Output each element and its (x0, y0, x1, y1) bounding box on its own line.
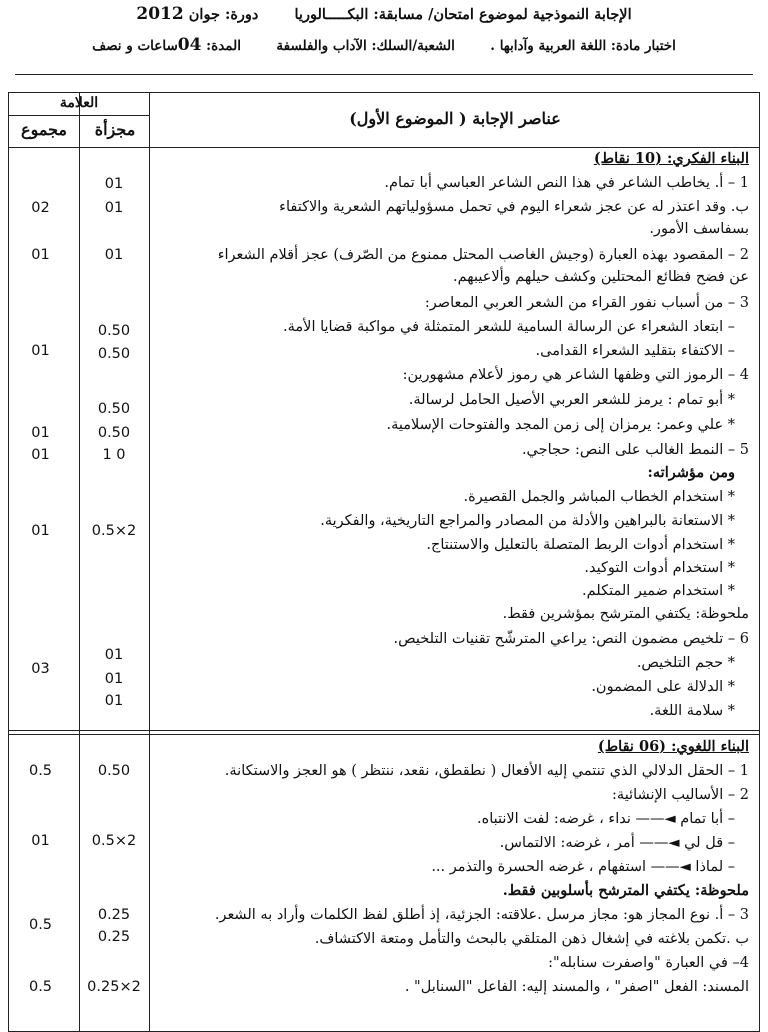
section-divider-top (9, 730, 759, 731)
answer-line: * استخدام أدوات الربط المتصلة بالتعليل والاستنتاج. (426, 537, 735, 553)
duration-number: 04 (177, 35, 202, 55)
answer-line: * علي وعمر: يرمزان إلى زمن المجد والفتوحات الإسلامية. (386, 417, 735, 433)
answer-line: * أبو تمام : يرمز للشعر العربي الأصيل الحامل لرسالة. (408, 392, 735, 408)
answer-line: * حجم التلخيص. (636, 655, 735, 671)
answer-line: ومن مؤشراته: (647, 464, 735, 481)
answer-line: 4 – الرموز التي وظفها الشاعر هي رموز لأعلام مشهورين: (402, 367, 749, 383)
total-mark: 0.5 (28, 979, 53, 995)
grade-subheader-divider (9, 115, 149, 116)
partial-mark: 0.50 (97, 346, 131, 362)
total-header: مجموع (21, 120, 67, 139)
header-divider (15, 74, 753, 75)
answer-note: ملحوظة: يكتفي المترشح بمؤشرين فقط. (502, 606, 749, 622)
answer-line: * الدلالة على المضمون. (591, 679, 735, 695)
partial-mark: 0.50 (97, 425, 131, 441)
answer-header: عناصر الإجابة ( الموضوع الأول) (349, 109, 561, 128)
answer-line: * الاستعانة بالبراهين والأدلة من المصادر والمراجع التاريخية، والفكرية. (320, 513, 735, 529)
total-mark: 01 (31, 447, 50, 463)
answer-line: 6 – تلخيص مضمون النص: يراعي المترشّح تقنيات التلخيص. (393, 631, 749, 647)
partial-mark: 0 1 (102, 447, 126, 463)
answer-note: ملحوظة: يكتفي المترشح بأسلوبين فقط. (502, 882, 749, 899)
total-mark: 01 (31, 523, 50, 539)
answer-line: ب. وقد اعتذر له عن عجز شعراء اليوم في تحمل مسؤولياتهم الشعرية والاكتفاء (279, 199, 749, 215)
answer-line: – قل لي ◄—— أمر ، غرضه: الالتماس. (499, 835, 735, 851)
answer-line: * استخدام أدوات التوكيد. (584, 560, 735, 576)
answer-line: 5 – النمط الغالب على النص: حجاجي. (521, 442, 749, 458)
exam-title: الإجابة النموذجية لموضوع امتحان/ مسابقة: البكـــــالوريا (294, 6, 632, 23)
answer-line: * استخدام الخطاب المباشر والجمل القصيرة. (463, 489, 735, 505)
section-divider-bottom (9, 734, 759, 735)
answer-table (8, 92, 760, 1032)
partial-mark: 01 (104, 671, 124, 687)
duration-text: ساعات و نصف (92, 38, 178, 54)
total-mark: 02 (31, 200, 50, 216)
section-title-thought: البناء الفكري: (10 نقاط) (593, 150, 749, 167)
partial-mark: 0.50 (97, 763, 131, 779)
session-label: دورة: جوان (188, 6, 259, 23)
answer-line: 3 – من أسباب نفور القراء من الشعر العربي المعاصر: (424, 295, 749, 311)
answer-line: بسفاسف الأمور. (649, 221, 749, 237)
answer-line: – لماذا ◄—— استفهام ، غرضه الحسرة والتذمر ... (431, 859, 735, 875)
partial-mark: 01 (104, 176, 124, 192)
answer-line: – ابتعاد الشعراء عن الرسالة السامية للشعر المتمثلة في مواكبة قضايا الأمة. (283, 319, 735, 335)
session-year: 2012 (136, 4, 184, 24)
answer-line: – أبا تمام ◄—— نداء ، غرضه: لفت الانتباه. (477, 811, 735, 827)
partial-mark: 2×0.5 (91, 523, 137, 539)
total-mark: 03 (31, 661, 50, 677)
partial-mark: 01 (104, 200, 124, 216)
exam-info-line (0, 35, 768, 55)
answer-line: عن فضح فظائع المحتلين وكشف حيلهم وألاعيبهم. (453, 269, 749, 285)
partial-mark: 0.25 (97, 929, 131, 945)
partial-mark: 2×0.5 (91, 833, 137, 849)
total-mark: 01 (31, 343, 50, 359)
answer-line: المسند: الفعل "اصفر" ، والمسند إليه: الفاعل "السنابل" . (404, 979, 749, 995)
grade-header: العلامة (59, 95, 99, 111)
answer-line: – الاكتفاء بتقليد الشعراء القدامى. (535, 343, 735, 359)
exam-subject: اختبار مادة: اللغة العربية وآدابها . (490, 38, 676, 54)
answer-line: 3 – أ. نوع المجاز هو: مجاز مرسل .علاقته: الجزئية، إذ أطلق لفظ الكلمات وأراد به الشعر. (214, 907, 749, 923)
total-mark: 0.5 (28, 763, 53, 779)
total-mark: 01 (31, 425, 50, 441)
partial-header: مجزأة (94, 120, 136, 139)
exam-title-line (0, 4, 768, 24)
total-mark: 01 (31, 247, 50, 263)
partial-mark: 01 (104, 247, 124, 263)
answer-line: ب .تكمن بلاغته في إشغال ذهن المتلقي بالبحث والتأمل ومتعة الاكتشاف. (314, 931, 749, 947)
answer-line: 2 – الأساليب الإنشائية: (612, 787, 749, 803)
section-title-language: البناء اللغوي: (06 نقاط) (597, 738, 749, 755)
total-mark: 01 (31, 833, 50, 849)
answer-line: 4– في العبارة "واصفرت سنابله": (548, 955, 749, 971)
answer-line: 1 – أ. يخاطب الشاعر في هذا النص الشاعر العباسي أبا تمام. (384, 175, 749, 191)
partial-mark: 0.25 (97, 907, 131, 923)
partial-mark: 0.50 (97, 401, 131, 417)
duration-label: المدة: (206, 38, 241, 54)
partial-mark: 0.50 (97, 323, 131, 339)
partial-mark: 01 (104, 647, 124, 663)
partial-mark: 2×0.25 (87, 979, 141, 995)
header-row-divider (9, 147, 759, 148)
answer-line: * استخدام ضمير المتكلم. (582, 583, 735, 599)
total-mark: 0.5 (28, 917, 53, 933)
column-divider-1 (79, 93, 80, 1031)
answer-line: 1 – الحقل الدلالي الذي تنتمي إليه الأفعال ( نطقطق، نقعد، ننتظر ) هو العجز والاستكانة. (224, 763, 749, 779)
partial-mark: 01 (104, 693, 124, 709)
exam-branch: الشعبة/السلك: الآداب والفلسفة (276, 38, 455, 54)
answer-line: * سلامة اللغة. (649, 703, 735, 719)
answer-line: 2 – المقصود بهذه العبارة (وجيش الغاصب المحتل ممنوع من الصّرف) عجز أقلام الشعراء (217, 247, 749, 263)
